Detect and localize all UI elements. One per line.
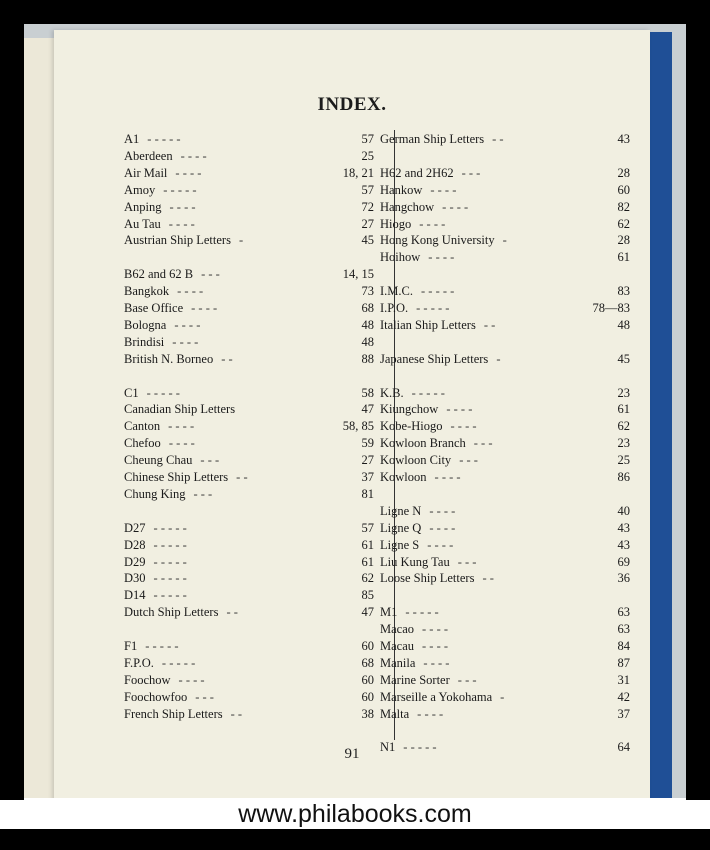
entry-label: Macao (380, 622, 415, 637)
entry-label: Air Mail (124, 165, 168, 180)
index-entry (124, 487, 374, 504)
entry-page-number: 60 (361, 689, 374, 704)
entry-label: D14 (124, 588, 146, 603)
entry-leader-dashes: - - (221, 351, 233, 366)
entry-page-number: 48 (617, 317, 630, 332)
index-entry (380, 656, 630, 673)
index-entry (380, 673, 630, 690)
entry-page-number: 48 (361, 317, 374, 332)
entry-page-number: 68 (361, 301, 374, 315)
entry-label: Aberdeen (124, 148, 173, 163)
entry-page-number: 87 (617, 655, 630, 670)
index-entry (124, 436, 374, 453)
index-entry (124, 335, 374, 352)
entry-leader-dashes: - (500, 689, 505, 704)
index-entry (124, 200, 374, 217)
entry-page-number: 27 (361, 453, 374, 468)
entry-page-number: 60 (617, 182, 630, 197)
entry-label: Cheung Chau (124, 453, 193, 468)
index-entry (380, 183, 630, 200)
entry-leader-dashes: - (238, 233, 244, 248)
entry-label: D28 (124, 537, 146, 552)
index-entry (124, 267, 374, 284)
index-entry (380, 250, 630, 267)
entry-leader-dashes: - - - - (168, 436, 195, 451)
index-entry (124, 402, 374, 419)
entry-leader-dashes: - - - - (168, 216, 195, 231)
entry-label: Hankow (380, 182, 423, 197)
entry-leader-dashes: - - (226, 605, 238, 620)
entry-leader-dashes: - - (483, 317, 496, 332)
index-entry (124, 605, 374, 622)
entry-label: Au Tau (124, 216, 161, 231)
entry-label: Malta (380, 706, 410, 721)
entry-leader-dashes: - - - - - (146, 385, 180, 400)
index-entry (380, 555, 630, 572)
entry-label: Austrian Ship Letters (124, 233, 231, 248)
entry-leader-dashes: - - - - (180, 148, 207, 163)
entry-page-number: 72 (361, 199, 374, 214)
entry-label: Foochowfoo (124, 689, 188, 704)
index-entry (124, 419, 374, 436)
entry-page-number: 63 (617, 605, 630, 620)
entry-label: D29 (124, 554, 146, 569)
entry-page-number: 81 (361, 486, 374, 501)
entry-label: Ligne Q (380, 520, 422, 535)
index-entry (380, 521, 630, 538)
entry-label: Canadian Ship Letters (124, 402, 236, 417)
book-photo (24, 24, 686, 824)
entry-label: Foochow (124, 672, 171, 687)
index-entry (124, 453, 374, 470)
entry-leader-dashes: - - (236, 470, 248, 484)
entry-page-number: 61 (617, 250, 630, 265)
entry-leader-dashes: - - - - (191, 301, 218, 315)
entry-page-number: 88 (361, 351, 374, 366)
entry-leader-dashes: - - - - (174, 317, 201, 332)
entry-leader-dashes: - - - - (434, 470, 461, 484)
index-entry (124, 233, 374, 250)
entry-page-number: 57 (361, 132, 374, 146)
page-number: 91 (344, 746, 360, 762)
entry-leader-dashes: - - - - - (153, 554, 187, 569)
entry-label: Hong Kong University (380, 233, 495, 248)
entry-leader-dashes: - - - - (422, 639, 449, 653)
page-title: INDEX. (317, 94, 387, 115)
entry-label: German Ship Letters (380, 132, 485, 146)
entry-label: Ligne S (380, 537, 420, 552)
entry-leader-dashes: - - - - - (153, 537, 187, 552)
entry-leader-dashes: - - - - (169, 199, 196, 214)
watermark-text: www.philabooks.com (0, 800, 710, 829)
entry-label: Canton (124, 419, 161, 434)
entry-label: Brindisi (124, 334, 165, 349)
index-entry (380, 436, 630, 453)
entry-label: Anping (124, 199, 162, 214)
index-entry (124, 301, 374, 318)
entry-page-number: 28 (617, 233, 630, 248)
entry-leader-dashes: - - - - - (416, 301, 450, 315)
entry-leader-dashes: - - - - - (153, 588, 187, 603)
entry-page-number: 60 (361, 672, 374, 687)
entry-leader-dashes: - - - (193, 486, 213, 501)
entry-page-number: 38 (361, 706, 374, 721)
entry-leader-dashes: - - - - - (421, 284, 455, 299)
index-entry (380, 402, 630, 419)
entry-label: Kowloon Branch (380, 436, 466, 451)
entry-page-number: 64 (617, 740, 630, 755)
index-entry (380, 707, 630, 724)
entry-page-number: 62 (617, 419, 630, 434)
entry-leader-dashes: - - - - (428, 250, 455, 265)
entry-page-number: 59 (361, 436, 374, 451)
entry-page-number: 63 (617, 622, 630, 637)
entry-page-number: 48 (361, 334, 374, 349)
entry-page-number: 47 (361, 402, 374, 417)
entry-label: Japanese Ship Letters (380, 351, 489, 366)
entry-leader-dashes: - - - (461, 165, 481, 180)
entry-label: K.B. (380, 385, 404, 400)
index-entry (380, 284, 630, 301)
entry-label: D27 (124, 520, 146, 535)
entry-label: F1 (124, 639, 138, 653)
entry-page-number: 62 (617, 216, 630, 231)
entry-page-number: 47 (361, 605, 374, 620)
entry-page-number: 78—83 (592, 301, 630, 315)
entry-label: Chinese Ship Letters (124, 470, 229, 484)
index-entry (124, 639, 374, 656)
entry-page-number: 82 (617, 199, 630, 214)
entry-page-number: 42 (617, 689, 630, 704)
entry-leader-dashes: - (496, 351, 501, 366)
entry-label: Kiungchow (380, 402, 439, 417)
entry-page-number: 25 (617, 453, 630, 468)
entry-page-number: 37 (617, 706, 630, 721)
index-entry (124, 318, 374, 335)
entry-label: Chefoo (124, 436, 161, 451)
index-entry (124, 352, 374, 369)
entry-page-number: 57 (361, 182, 374, 197)
index-entry (124, 470, 374, 487)
entry-label: Hangchow (380, 199, 435, 214)
entry-page-number: 31 (617, 672, 630, 687)
entry-label: A1 (124, 132, 140, 146)
index-entry (380, 538, 630, 555)
entry-label: French Ship Letters (124, 706, 223, 721)
entry-leader-dashes: - - - - - (153, 520, 187, 535)
index-entry (380, 200, 630, 217)
entry-page-number: 61 (361, 537, 374, 552)
entry-page-number: 57 (361, 520, 374, 535)
entry-label: Marine Sorter (380, 672, 450, 687)
entry-page-number: 62 (361, 571, 374, 586)
entry-leader-dashes: - - - - (175, 165, 202, 180)
entry-page-number: 69 (617, 554, 630, 569)
entry-leader-dashes: - - - - (177, 284, 204, 299)
entry-page-number: 60 (361, 639, 374, 653)
entry-leader-dashes: - - (492, 132, 504, 146)
entry-leader-dashes: - - - - - (403, 740, 437, 755)
index-entry (124, 555, 374, 572)
entry-leader-dashes: - - - - (417, 706, 444, 721)
index-entry (124, 673, 374, 690)
entry-page-number: 25 (361, 148, 374, 163)
entry-label: C1 (124, 385, 139, 400)
entry-label: Chung King (124, 486, 186, 501)
index-entry (380, 470, 630, 487)
index-entry (124, 284, 374, 301)
entry-label: Kowloon (380, 470, 427, 484)
index-entry (124, 166, 374, 183)
entry-label: British N. Borneo (124, 351, 214, 366)
index-entry (124, 538, 374, 555)
index-entry (380, 132, 630, 149)
entry-leader-dashes: - - - - - (161, 655, 196, 670)
entry-label: Italian Ship Letters (380, 317, 476, 332)
entry-page-number: 28 (617, 165, 630, 180)
entry-leader-dashes: - - - - (429, 503, 456, 518)
entry-label: F.P.O. (124, 655, 154, 670)
entry-label: Hoihow (380, 250, 421, 265)
entry-label: Manila (380, 655, 416, 670)
index-entry (124, 386, 374, 403)
index-entry (124, 707, 374, 724)
index-entry (124, 656, 374, 673)
index-entry (124, 690, 374, 707)
entry-leader-dashes: - - - (200, 453, 220, 468)
entry-leader-dashes: - - - - - (405, 605, 439, 620)
entry-leader-dashes: - - - - (429, 520, 456, 535)
entry-page-number: 43 (617, 537, 630, 552)
entry-label: Bangkok (124, 284, 170, 299)
entry-label: Hiogo (380, 216, 412, 231)
index-entry (380, 605, 630, 622)
entry-page-number: 68 (361, 655, 374, 670)
entry-leader-dashes: - - - - (419, 216, 446, 231)
entry-label: Liu Kung Tau (380, 554, 450, 569)
entry-page-number: 84 (617, 639, 630, 653)
index-entry (380, 166, 630, 183)
index-entry (380, 318, 630, 335)
entry-label: Base Office (124, 301, 184, 315)
index-entry (380, 419, 630, 436)
entry-leader-dashes: - - - - (422, 622, 449, 637)
index-entry (124, 217, 374, 234)
entry-label: Macau (380, 639, 415, 653)
entry-label: Amoy (124, 182, 156, 197)
entry-leader-dashes: - (502, 233, 507, 248)
entry-leader-dashes: - - - - (446, 402, 473, 417)
index-entry (124, 132, 374, 149)
entry-page-number: 61 (361, 554, 374, 569)
entry-label: M1 (380, 605, 398, 620)
entry-page-number: 27 (361, 216, 374, 231)
entry-leader-dashes: - - - - (423, 655, 450, 670)
index-entry (380, 301, 630, 318)
entry-page-number: 86 (617, 470, 630, 484)
index-entry (380, 217, 630, 234)
entry-leader-dashes: - - - (195, 689, 214, 704)
entry-page-number: 45 (361, 233, 374, 248)
entry-page-number: 36 (617, 571, 630, 586)
entry-page-number: 61 (617, 402, 630, 417)
entry-leader-dashes: - - - - (427, 537, 454, 552)
index-entry (380, 504, 630, 521)
entry-leader-dashes: - - - (201, 267, 220, 282)
entry-leader-dashes: - - - - (450, 419, 477, 434)
entry-leader-dashes: - - - - - (411, 385, 445, 400)
entry-page-number: 43 (617, 520, 630, 535)
entry-label: I.P.O. (380, 301, 409, 315)
entry-page-number: 58, 85 (342, 419, 374, 434)
index-entry (124, 571, 374, 588)
entry-leader-dashes: - - - - (430, 182, 457, 197)
entry-leader-dashes: - - (482, 571, 494, 586)
entry-page-number: 73 (361, 284, 374, 299)
index-entry (380, 352, 630, 369)
index-entry (124, 588, 374, 605)
entry-leader-dashes: - - (230, 706, 243, 721)
entry-leader-dashes: - - - - (442, 199, 469, 214)
entry-page-number: 85 (361, 588, 374, 603)
entry-leader-dashes: - - - (457, 672, 477, 687)
index-entry (124, 521, 374, 538)
entry-label: Bologna (124, 317, 167, 332)
entry-leader-dashes: - - - - - (147, 132, 181, 146)
index-entry (124, 149, 374, 166)
entry-label: Dutch Ship Letters (124, 605, 219, 620)
entry-page-number: 83 (617, 284, 630, 299)
entry-page-number: 14, 15 (342, 267, 374, 282)
entry-label: I.M.C. (380, 284, 413, 299)
entry-leader-dashes: - - - - - (153, 571, 187, 586)
entry-label: Ligne N (380, 503, 422, 518)
entry-label: D30 (124, 571, 146, 586)
index-entry (380, 386, 630, 403)
entry-leader-dashes: - - - - (172, 334, 199, 349)
entry-leader-dashes: - - - - - (163, 182, 197, 197)
entry-label: N1 (380, 740, 396, 755)
entry-leader-dashes: - - - - (168, 419, 195, 434)
entry-label: Kobe-Hiogo (380, 419, 443, 434)
index-entry (380, 690, 630, 707)
entry-page-number: 18, 21 (342, 165, 374, 180)
entry-page-number: 45 (617, 351, 630, 366)
entry-leader-dashes: - - - - (178, 672, 205, 687)
entry-label: Marseille a Yokohama (380, 689, 493, 704)
index-entry (380, 233, 630, 250)
entry-label: H62 and 2H62 (380, 165, 454, 180)
entry-leader-dashes: - - - - - (145, 639, 179, 653)
entry-label: B62 and 62 B (124, 267, 194, 282)
index-entry (380, 453, 630, 470)
index-entry (380, 639, 630, 656)
entry-label: Loose Ship Letters (380, 571, 475, 586)
entry-page-number: 23 (617, 436, 630, 451)
index-entry (380, 622, 630, 639)
entry-label: Kowloon City (380, 453, 452, 468)
entry-page-number: 43 (617, 132, 630, 146)
entry-page-number: 40 (617, 503, 630, 518)
index-page (54, 30, 650, 812)
index-entry (124, 183, 374, 200)
index-entry (380, 571, 630, 588)
entry-page-number: 58 (361, 385, 374, 400)
entry-leader-dashes: - - - (457, 554, 477, 569)
entry-leader-dashes: - - - (473, 436, 493, 451)
entry-page-number: 37 (361, 470, 374, 484)
entry-leader-dashes: - - - (459, 453, 478, 468)
entry-page-number: 23 (617, 385, 630, 400)
